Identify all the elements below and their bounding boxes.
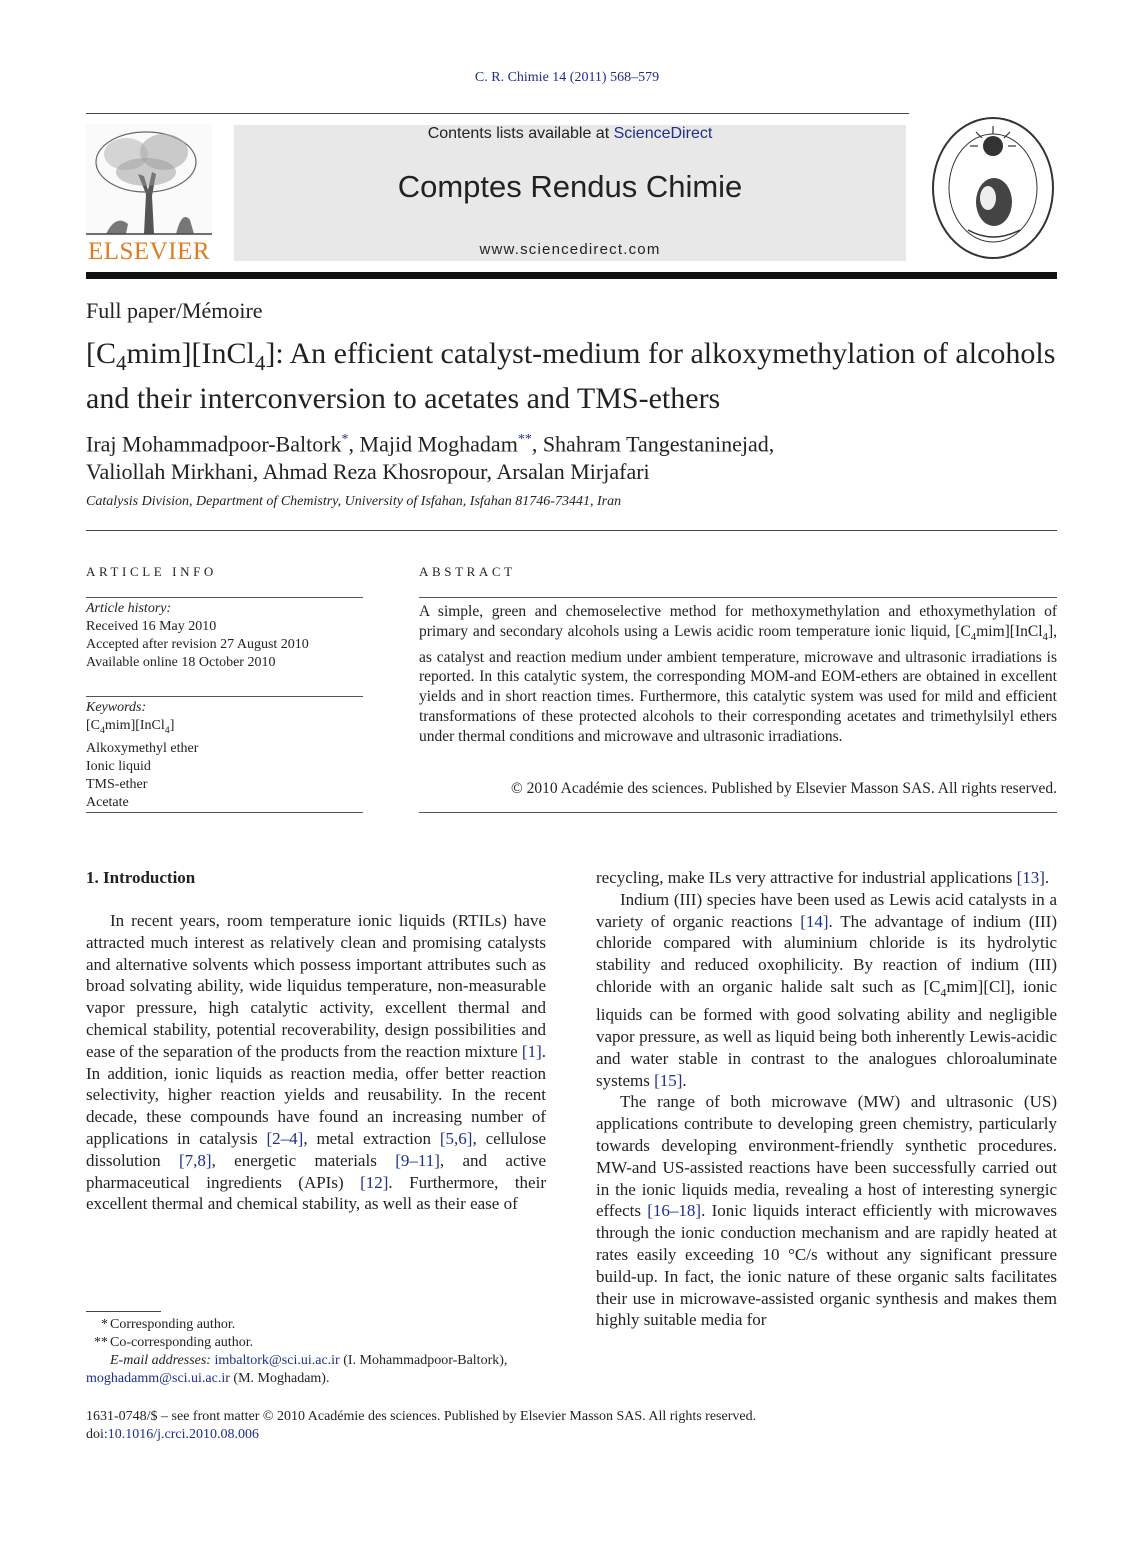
footnote-mark: * [101, 1317, 108, 1332]
abstract-rule [419, 812, 1057, 813]
keyword-item: Alkoxymethyl ether [86, 740, 199, 756]
title-subscript: 4 [254, 351, 266, 375]
citation-link[interactable]: [15] [654, 1070, 683, 1090]
history-label: Article history: [86, 601, 172, 616]
academy-seal-logo [928, 112, 1058, 262]
text-run: recycling, make ILs very attractive for industrial applications [596, 868, 1017, 887]
article-title [86, 336, 1061, 417]
info-rule [86, 696, 363, 697]
email-link[interactable]: imbaltork@sci.ui.ac.ir [214, 1353, 340, 1368]
email-label: E-mail addresses: [110, 1353, 215, 1368]
corresponding-author-mark[interactable]: * [341, 432, 349, 447]
body-column-left [86, 910, 546, 1215]
author-list [86, 426, 1046, 486]
text-run: , energetic materials [211, 1150, 396, 1170]
footnote-text: Corresponding author. [110, 1317, 236, 1332]
footnotes [86, 1316, 548, 1388]
footnote-co-corresponding [86, 1334, 548, 1352]
journal-title: Comptes Rendus Chimie [397, 169, 743, 204]
intro-paragraph [596, 889, 1057, 1092]
keyword-item [86, 717, 363, 740]
text-subscript: 4 [940, 985, 947, 1000]
footnote-rule [86, 1311, 161, 1312]
abstract-part: ], as catalyst and reaction medium under ambient temperature, microwave and ultrasonic irradiations is reported. In this catalytic system, the corresponding MOM-and EOM-ethers are obtained in excellent yields and in short reaction times. Furthermore, this catalytic system was used for mild and efficient transformations of these protected alcohols to their corresponding acetates and trimethylsilyl ethers under thermal conditions and microwave and ultrasonic irradiations. [419, 622, 1057, 745]
email-owner: (M. Moghadam). [229, 1371, 330, 1386]
citation-link[interactable]: [12] [360, 1172, 389, 1192]
elsevier-wordmark: ELSEVIER [87, 238, 211, 265]
footnote-text: Co-corresponding author. [110, 1335, 254, 1350]
introduction-heading: 1. Introduction [86, 868, 196, 887]
text-run: . [682, 1070, 687, 1090]
author-name: Iraj Mohammadpoor-Baltork [86, 431, 342, 457]
citation-link[interactable]: [7,8] [178, 1150, 212, 1170]
intro-paragraph [86, 910, 546, 1215]
journal-masthead [234, 125, 906, 261]
citation-link[interactable]: [14] [800, 911, 829, 931]
title-part: mim][InCl [126, 337, 255, 370]
abstract-copyright: © 2010 Académie des sciences. Published by Elsevier Masson SAS. All rights reserved. [510, 780, 1057, 797]
footnote-corresponding [86, 1316, 548, 1334]
keywords-label: Keywords: [86, 700, 147, 715]
contents-availability [234, 125, 906, 143]
text-run: . [1044, 868, 1050, 887]
citation-link[interactable]: [2–4] [266, 1128, 304, 1148]
keyword-part: [C [86, 718, 100, 733]
keyword-part: mim][InCl [104, 718, 165, 733]
keyword-item: Acetate [86, 794, 129, 810]
abstract-part: mim][InCl [976, 622, 1043, 640]
article-info-heading: ARTICLE INFO [86, 564, 217, 579]
text-run: , metal extraction [303, 1128, 440, 1148]
abstract-heading: ABSTRACT [419, 564, 516, 579]
footnote-emails [86, 1352, 548, 1370]
citation-link[interactable]: [1] [521, 1041, 542, 1061]
title-part: ]: An efficient catalyst-medium for alkoxymethylation of alcohols and their interconversion to acetates and TMS-ethers [86, 337, 1056, 415]
text-run: In recent years, room temperature ionic liquids (RTILs) have attracted much interest as relatively clean and promising catalysts and alternative solvents which possess important attributes such as broad solvating ability, wide liquidus temperature, non-measurable vapor pressure, high catalytic activity, excellent thermal and chemical stability, potential recoverability, design possibilities and ease of the separation of the products from the reaction mixture [86, 911, 546, 1061]
citation-link[interactable]: [9–11] [395, 1150, 440, 1170]
journal-url[interactable]: www.sciencedirect.com [479, 241, 661, 258]
keyword-subscript: 4 [100, 724, 105, 736]
keyword-part: ] [169, 718, 175, 733]
author-affiliation: Catalysis Division, Department of Chemistry, University of Isfahan, Isfahan 81746-73441, Iran [86, 494, 622, 509]
doi-line [86, 1426, 1046, 1444]
history-online: Available online 18 October 2010 [86, 655, 276, 670]
email-link[interactable]: moghadamm@sci.ui.ac.ir [86, 1371, 230, 1386]
article-type: Full paper/Mémoire [86, 298, 263, 323]
page-footer [86, 1408, 1046, 1444]
sciencedirect-link[interactable]: ScienceDirect [613, 125, 713, 142]
text-run: The range of both microwave (MW) and ultrasonic (US) applications contribute to developing green chemistry, particularly towards developing environment-friendly synthetic procedures. MW-and US-assisted reactions have been successfully carried out in the ionic liquids media, revealing a host of interesting synergic effects [596, 1092, 1057, 1221]
title-part: [C [86, 337, 116, 370]
co-corresponding-author-mark[interactable]: ** [517, 432, 532, 447]
history-accepted: Accepted after revision 27 August 2010 [86, 637, 309, 652]
keyword-item: TMS-ether [86, 776, 148, 792]
footnote-emails-cont [86, 1370, 548, 1388]
text-run: . In addition, ionic liquids as reaction media, offer better reaction selectivity, higher reaction yields and reusability. In the recent decade, these compounds have found an increasing number of applications in catalysis [86, 1041, 546, 1148]
intro-paragraph [596, 867, 1057, 889]
abstract-rule [419, 597, 1057, 598]
text-run: , cellulose dissolution [86, 1128, 547, 1170]
text-run: mim][Cl], ionic liquids can be formed with good solvating ability and negligible vapor pressure, as well as liquid being both inherently Lewis-acidic and water stable in contrast to the analogues chloroaluminate systems [596, 976, 1057, 1090]
journal-citation: C. R. Chimie 14 (2011) 568–579 [474, 70, 660, 85]
text-run: . Furthermore, their excellent thermal and chemical stability, as well as their ease of [86, 1172, 546, 1214]
front-matter-line: 1631-0748/$ – see front matter © 2010 Académie des sciences. Published by Elsevier Masson SAS. All rights reserved. [86, 1409, 757, 1424]
citation-link[interactable]: [13] [1016, 868, 1045, 887]
title-subscript: 4 [116, 351, 127, 375]
history-received: Received 16 May 2010 [86, 619, 217, 634]
text-run: , and active pharmaceutical ingredients (APIs) [86, 1150, 546, 1192]
article-history [86, 600, 363, 672]
body-column-right [596, 867, 1057, 1331]
abstract-subscript: 4 [1042, 630, 1048, 643]
keyword-subscript: 4 [164, 724, 170, 736]
author-name: , Majid Moghadam [348, 431, 518, 457]
footnote-mark: ** [94, 1335, 108, 1350]
abstract-part: A simple, green and chemoselective method for methoxymethylation and ethoxymethylation of primary and secondary alcohols using a Lewis acidic room temperature ionic liquid, [C [419, 603, 1057, 640]
text-run: . The advantage of indium (III) chloride compared with aluminium chloride is its hydrolytic stability and reduced oxophilicity. By reaction of indium (III) chloride with an organic halide salt such as [C [596, 911, 1057, 996]
section-rule [86, 530, 1057, 531]
info-rule [86, 812, 363, 813]
doi-label: doi: [86, 1427, 108, 1442]
abstract-body [419, 602, 1057, 747]
doi-link[interactable]: 10.1016/j.crci.2010.08.006 [107, 1427, 260, 1442]
citation-link[interactable]: [16–18] [647, 1201, 702, 1221]
intro-paragraph [596, 1091, 1057, 1331]
author-name: Valiollah Mirkhani, Ahmad Reza Khosropour, Arsalan Mirjafari [86, 459, 650, 485]
keywords-list [86, 699, 363, 812]
info-rule [86, 597, 363, 598]
keyword-item: Ionic liquid [86, 758, 151, 774]
email-owner: (I. Mohammadpoor-Baltork), [339, 1353, 508, 1368]
header-rule [86, 113, 909, 114]
masthead-thick-rule [86, 272, 1057, 279]
contents-prefix: Contents lists available at [427, 125, 614, 142]
author-name: , Shahram Tangestaninejad, [531, 431, 775, 457]
citation-link[interactable]: [5,6] [439, 1128, 473, 1148]
text-run: Indium (III) species have been used as Lewis acid catalysts in a variety of organic reactions [596, 889, 1057, 931]
abstract-subscript: 4 [970, 630, 977, 643]
text-run: . Ionic liquids interact efficiently with microwaves through the ionic conduction mechanism and are rapidly heated at rates easily exceeding 10 °C/s without any significant pressure build-up. In fact, the ionic nature of these organic salts facilitates their use in microwave-assisted organic synthesis and makes them highly suitable media for [596, 1201, 1057, 1330]
